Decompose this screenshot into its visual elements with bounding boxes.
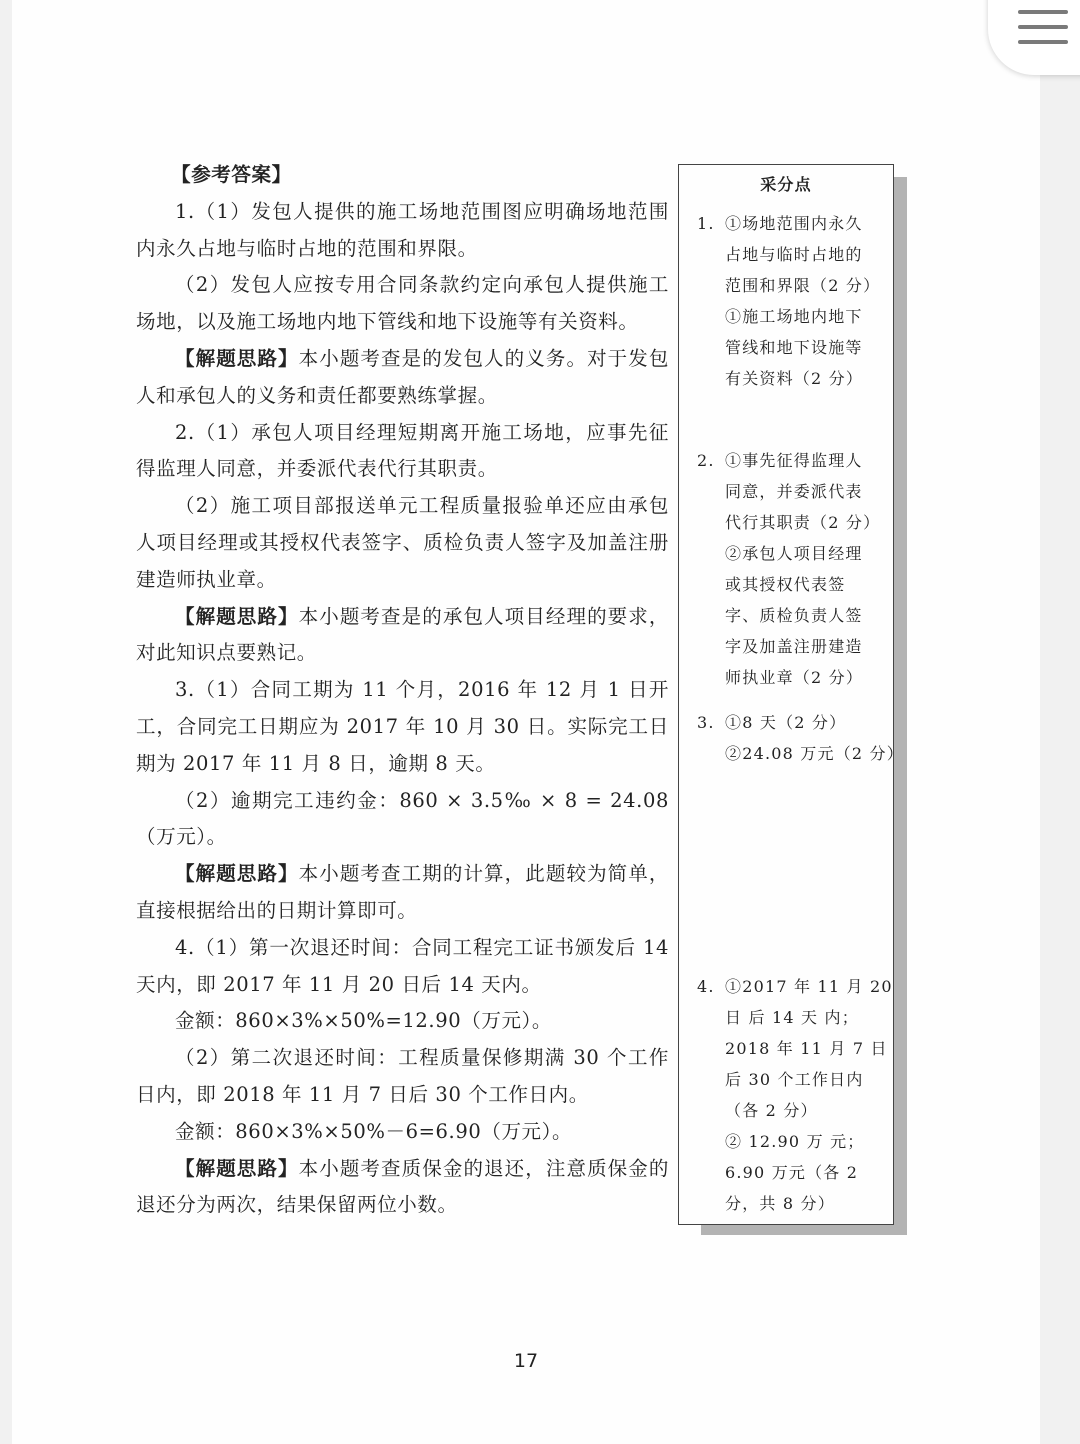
tip-lead: 【解题思路】: [175, 1156, 299, 1180]
score-line: ②24.08 万元（2 分）: [725, 744, 904, 763]
tip-text: 本小题考查是的发包人的义务。对于发包人和承包人的义务和责任都要熟练掌握。: [136, 346, 669, 407]
score-line: ①场地范围内永久: [725, 214, 863, 233]
score-line: 或其授权代表签: [725, 575, 846, 594]
score-line: 占地与临时占地的: [725, 245, 863, 264]
score-group-3: [697, 707, 904, 769]
answer-q2-tip: [136, 599, 669, 673]
score-line: 日 后 14 天 内；: [725, 1008, 859, 1027]
score-group-number: 1.: [697, 214, 715, 233]
score-line: ①施工场地内地下: [725, 307, 863, 326]
answer-q2-part1: 2.（1）承包人项目经理短期离开施工场地，应事先征得监理人同意，并委派代表代行其职责。: [136, 420, 669, 481]
score-group-number: 3.: [697, 713, 715, 732]
answer-q2-part2: （2）施工项目部报送单元工程质量报验单还应由承包人项目经理或其授权代表签字、质检负责人签字及加盖注册建造师执业章。: [136, 494, 669, 591]
answer-q3-part2: （2）逾期完工违约金：860 × 3.5‰ × 8 = 24.08（万元）。: [136, 788, 669, 849]
score-line: 分，共 8 分）: [725, 1194, 835, 1213]
answer-q1-part1: 1.（1）发包人提供的施工场地范围图应明确场地范围内永久占地与临时占地的范围和界限。: [136, 199, 669, 260]
score-line: ①事先征得监理人: [725, 451, 863, 470]
answer-text: [136, 157, 669, 1224]
page-number: 17: [513, 1350, 539, 1372]
score-line: 管线和地下设施等: [725, 338, 863, 357]
answer-q1-tip: [136, 341, 669, 415]
answer-q4-amount1: 金额：860×3%×50%=12.90（万元）。: [175, 1009, 552, 1033]
score-group-1: [697, 208, 887, 394]
answer-heading: 【参考答案】: [171, 163, 292, 186]
score-line: 同意，并委派代表: [725, 482, 863, 501]
tip-lead: 【解题思路】: [175, 862, 299, 886]
answer-q3-part1: 3.（1）合同工期为 11 个月，2016 年 12 月 1 日开工，合同完工日期应为 2017 年 10 月 30 日。实际完工日期为 2017 年 11 月 8 日，逾期 8 天。: [136, 678, 669, 775]
score-line: 字、质检负责人签: [725, 606, 863, 625]
tip-lead: 【解题思路】: [175, 604, 299, 628]
score-line: 范围和界限（2 分）: [725, 276, 881, 295]
score-line: 后 30 个工作日内: [725, 1070, 864, 1089]
score-points-box: [678, 164, 904, 1225]
score-line: 字及加盖注册建造: [725, 637, 863, 656]
score-group-number: 4.: [697, 977, 715, 996]
score-line: 师执业章（2 分）: [725, 668, 864, 687]
score-line: ①8 天（2 分）: [725, 713, 847, 732]
score-group-4: [697, 971, 893, 1219]
answer-q4-part2: （2）第二次退还时间：工程质量保修期满 30 个工作日内，即 2018 年 11 月 7 日后 30 个工作日内。: [136, 1046, 669, 1106]
score-line: ②承包人项目经理: [725, 544, 863, 563]
score-line: ①2017 年 11 月 20: [725, 977, 893, 996]
score-group-number: 2.: [697, 451, 715, 470]
score-title: 采分点: [760, 175, 812, 194]
score-line: 有关资料（2 分）: [725, 369, 864, 388]
tip-lead: 【解题思路】: [175, 346, 299, 370]
score-line: （各 2 分）: [725, 1101, 818, 1120]
answer-q4-amount2: 金额：860×3%×50%－6=6.90（万元）。: [175, 1119, 573, 1143]
score-line: 6.90 万元（各 2: [725, 1163, 859, 1182]
answer-q3-tip: [136, 856, 669, 930]
score-line: 2018 年 11 月 7 日: [725, 1039, 888, 1058]
tip-text: 本小题考查是的承包人项目经理的要求，对此知识点要熟记。: [136, 604, 669, 665]
score-line: 代行其职责（2 分）: [725, 513, 881, 532]
tip-text: 本小题考查工期的计算，此题较为简单，直接根据给出的日期计算即可。: [136, 862, 669, 922]
tip-text: 本小题考查质保金的退还，注意质保金的退还分为两次，结果保留两位小数。: [136, 1156, 669, 1217]
score-line: ② 12.90 万 元；: [725, 1132, 865, 1151]
answer-q1-part2: （2）发包人应按专用合同条款约定向承包人提供施工场地，以及施工场地内地下管线和地下设施等有关资料。: [136, 273, 669, 334]
answer-q4-tip: [136, 1151, 669, 1225]
score-group-2: [697, 445, 887, 693]
answer-q4-part1: 4.（1）第一次退还时间：合同工程完工证书颁发后 14 天内，即 2017 年 11 月 20 日后 14 天内。: [136, 935, 669, 996]
